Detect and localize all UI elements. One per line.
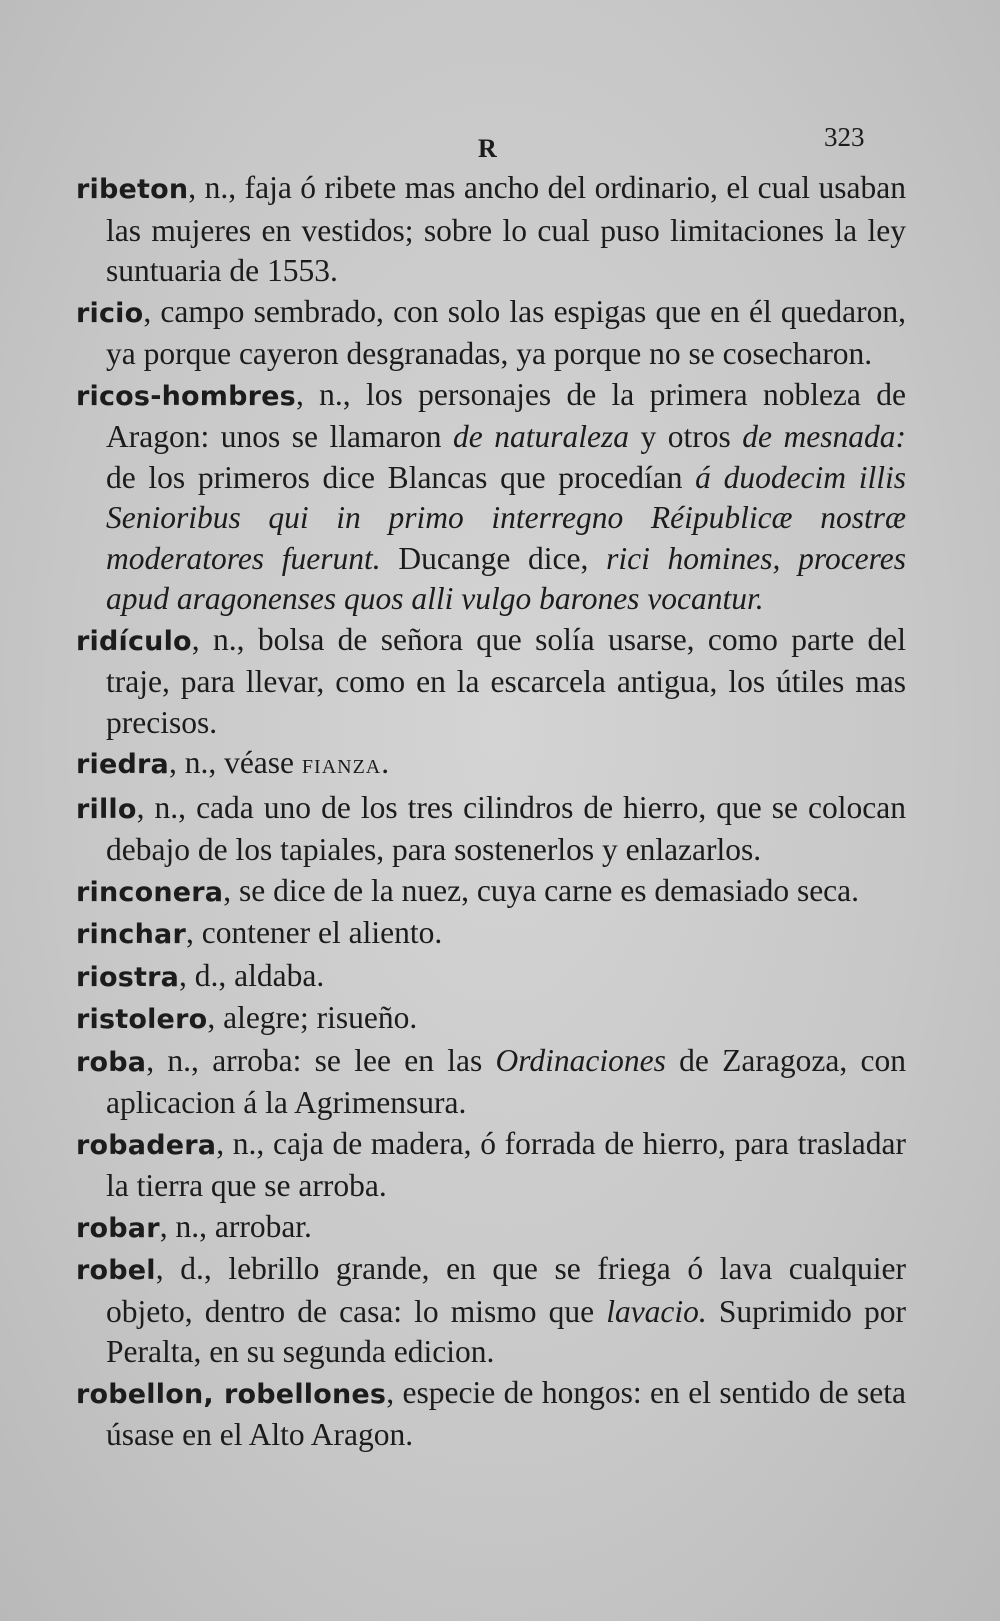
entry-headword: ribeton	[76, 174, 189, 205]
dictionary-entry	[76, 1249, 906, 1373]
entry-headword: robellon, robellones	[76, 1378, 387, 1410]
entry-definition-text: Ducange dice,	[380, 540, 607, 576]
dictionary-entry	[76, 620, 906, 744]
entry-italic-text: de mesnada:	[742, 419, 907, 454]
entry-definition-text: , d., lebrillo grande, en que se friega ó lava cualquier objeto, dentro de casa: lo mismo que	[106, 1251, 906, 1329]
entry-headword: robadera	[76, 1129, 217, 1161]
entry-headword: rinconera	[76, 876, 224, 908]
dictionary-entry	[76, 1124, 906, 1207]
entry-definition-text: , especie de hongos: en el sentido de seta úsase en el Alto Aragon.	[106, 1374, 906, 1452]
entry-italic-text: lavacio.	[606, 1293, 707, 1329]
entry-headword: rinchar	[76, 919, 186, 950]
entry-definition-text: Suprimido por Peralta, en su segunda edicion.	[106, 1293, 906, 1369]
section-letter: R	[478, 134, 497, 163]
entry-definition-text: de los primeros dice Blancas que procedían	[106, 459, 696, 495]
entry-definition-text: , d., aldaba.	[179, 957, 325, 993]
dictionary-entry	[76, 375, 906, 620]
entry-headword: robar	[76, 1212, 160, 1244]
dictionary-entry	[76, 788, 906, 871]
entry-headword: ricio	[76, 297, 144, 329]
entry-headword: ridículo	[76, 625, 192, 657]
entry-definition-text: , n., caja de madera, ó forrada de hierro, para trasladar la tierra que se arroba.	[106, 1125, 906, 1203]
entry-cross-reference: FIANZA	[301, 756, 382, 778]
entry-headword: riedra	[76, 749, 169, 780]
entry-definition-text: de Zaragoza, con aplicacion á la Agrimensura.	[106, 1042, 906, 1120]
dictionary-entry	[76, 1207, 906, 1250]
dictionary-entry	[76, 743, 906, 788]
entry-headword: roba	[76, 1046, 147, 1078]
entry-italic-text: Ordinaciones	[495, 1042, 666, 1078]
entry-headword: ristolero	[76, 1004, 208, 1035]
dictionary-entry	[76, 998, 906, 1041]
entry-definition-text: , n., véase	[168, 745, 302, 780]
entry-definition-text: , contener el aliento.	[185, 915, 443, 950]
entry-definition-text: , n., arrobar.	[159, 1208, 312, 1244]
page-number: 323	[824, 122, 865, 152]
entry-definition-text: , n., arroba: se lee en las	[146, 1042, 496, 1078]
entry-definition-text: , n., faja ó ribete mas ancho del ordinario, el cual usaban las mujeres en vestidos; sobre lo cual puso limitaciones la ley suntuaria de 1553.	[106, 170, 906, 288]
entry-definition-text: , n., cada uno de los tres cilindros de hierro, que se colocan debajo de los tapiales, para sostenerlos y enlazarlos.	[106, 789, 906, 867]
entry-definition-text: , n., los personajes de la primera nobleza de Aragon: unos se llamaron	[106, 376, 906, 454]
dictionary-entry	[76, 292, 906, 375]
entry-headword: ricos-hombres	[76, 380, 296, 412]
dictionary-entry	[76, 913, 906, 956]
entry-definition-text: , alegre; risueño.	[207, 1000, 418, 1035]
entry-definition-text: , campo sembrado, con solo las espigas que en él quedaron, ya porque cayeron desgranadas, ya porque no se cosecharon.	[106, 293, 906, 371]
dictionary-entry	[76, 1041, 906, 1124]
entry-definition-text: , n., bolsa de señora que solía usarse, como parte del traje, para llevar, como en la escarcela antigua, los útiles mas precisos.	[106, 621, 906, 740]
dictionary-entry	[76, 956, 906, 999]
entry-italic-text: de naturaleza	[452, 419, 629, 454]
entry-headword: robel	[76, 1255, 156, 1286]
dictionary-entry	[76, 1373, 906, 1456]
entry-italic-text: rici homines, proceres apud aragonenses quos alli vulgo barones vocantur.	[106, 540, 906, 616]
entry-headword: riostra	[76, 961, 180, 993]
entry-italic-text: á duodecim illis Senioribus qui in primo interregno Réipublicæ nostræ moderatores fuerunt.	[106, 459, 906, 576]
entry-definition-text: .	[381, 745, 390, 780]
entry-headword: rillo	[76, 793, 137, 825]
dictionary-entry	[76, 168, 906, 292]
entry-list	[76, 168, 906, 1456]
entry-definition-text: y otros	[628, 419, 743, 454]
entry-definition-text: , se dice de la nuez, cuya carne es demasiado seca.	[223, 872, 860, 908]
dictionary-entry	[76, 871, 906, 914]
